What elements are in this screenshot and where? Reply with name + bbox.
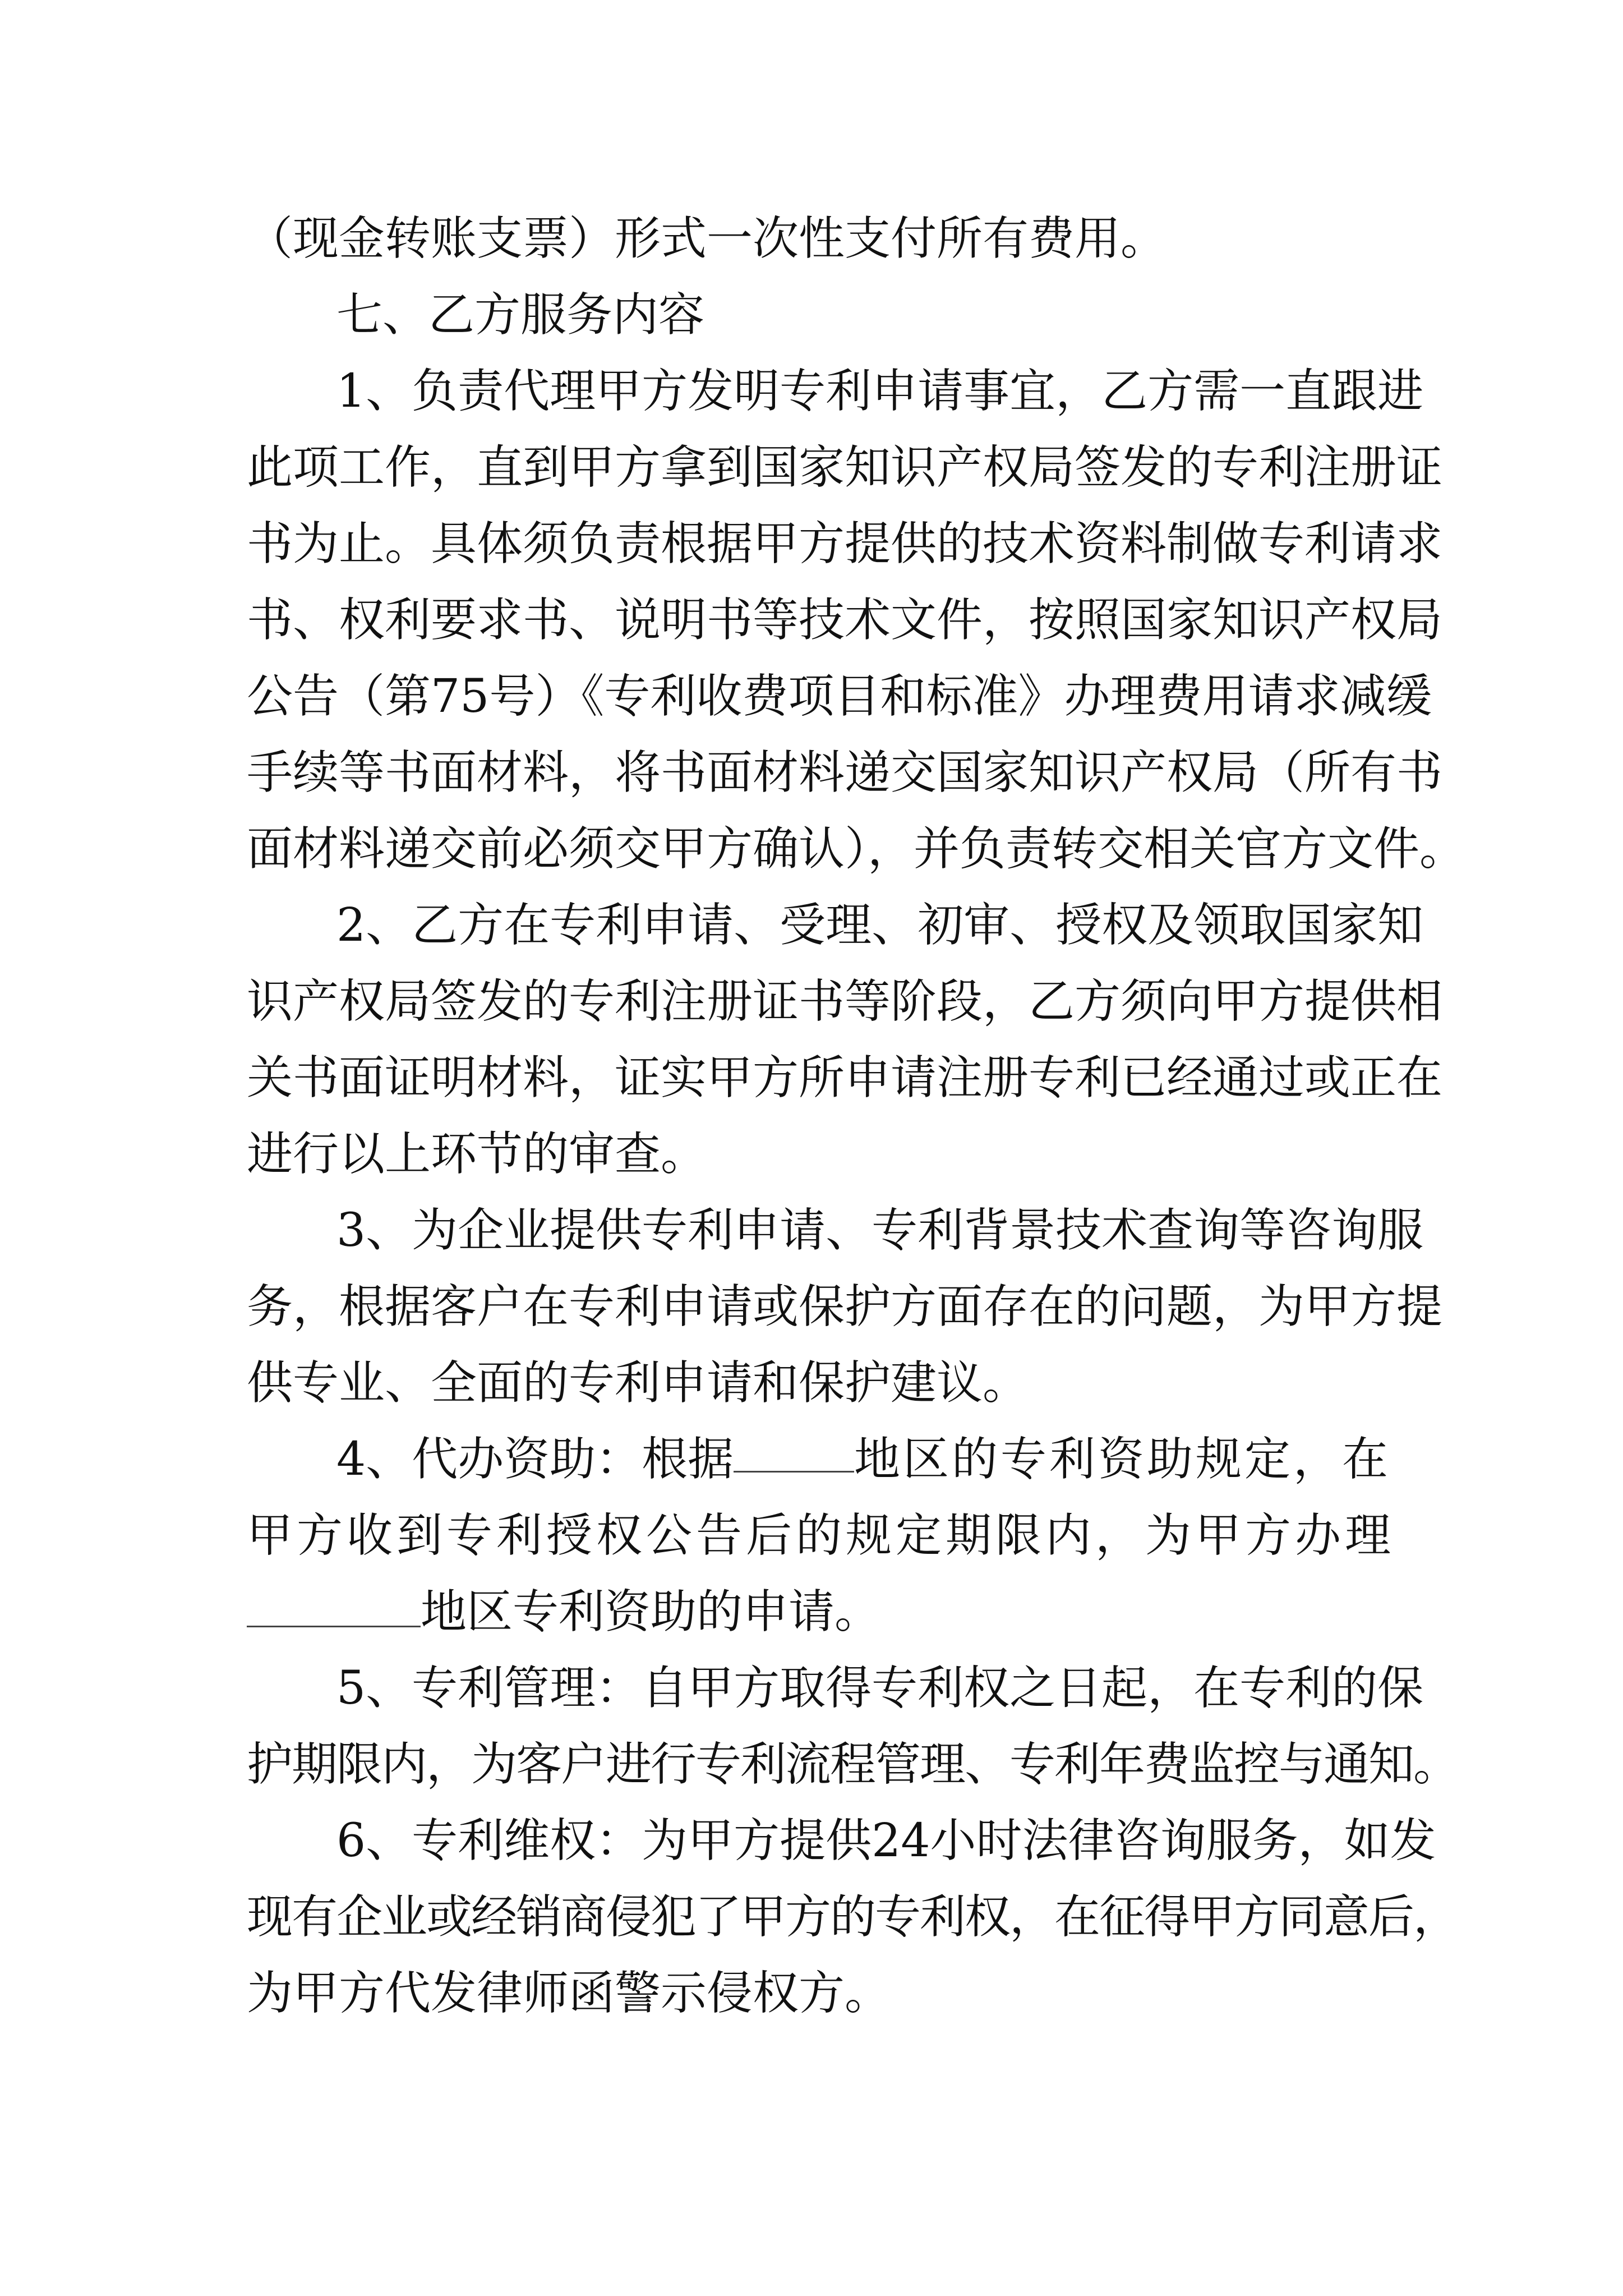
paragraph-line: 务，根据客户在专利申请或保护方面存在的问题，为甲方提 [247,1280,1443,1333]
paragraph-line: 2、乙方在专利申请、受理、初审、授权及领取国家知 [336,899,1424,952]
paragraph-line-with-blank [247,1584,1391,1640]
paragraph-line: 3、为企业提供专利申请、专利背景技术查询等咨询服 [336,1204,1424,1257]
paragraph-line: 6、专利维权：为甲方提供24小时法律咨询服务，如发 [336,1814,1436,1867]
paragraph-line: 护期限内，为客户进行专利流程管理、专利年费监控与通知。 [247,1738,1459,1791]
paragraph-line: 5、专利管理：自甲方取得专利权之日起，在专利的保 [336,1662,1424,1715]
text-segment: 4、代办资助：根据 [336,1433,734,1486]
text-segment: 地区的专利资助规定，在 [854,1433,1391,1486]
text-segment: 地区专利资助的申请。 [421,1585,881,1639]
paragraph-line: 甲方收到专利授权公告后的规定期限内，为甲方办理 [247,1509,1391,1562]
paragraph-line: 关书面证明材料，证实甲方所申请注册专利已经通过或正在 [247,1051,1443,1105]
paragraph-line: 1、负责代理甲方发明专利申请事宜，乙方需一直跟进 [336,365,1424,418]
paragraph-line: 书、权利要求书、说明书等技术文件，按照国家知识产权局 [247,593,1443,647]
paragraph-line: 为甲方代发律师函警示侵权方。 [247,1967,891,2020]
paragraph-line-with-blank [336,1432,1391,1488]
paragraph-line: 此项工作，直到甲方拿到国家知识产权局签发的专利注册证 [247,441,1443,494]
paragraph-line: 进行以上环节的审查。 [247,1128,707,1181]
fill-in-blank [247,1586,421,1627]
paragraph-line: 公告（第75号）《专利收费项目和标准》办理费用请求减缓 [247,670,1432,723]
paragraph-line: 现有企业或经销商侵犯了甲方的专利权，在征得甲方同意后， [247,1890,1459,1944]
fill-in-blank [734,1432,854,1473]
paragraph-line: 供专业、全面的专利申请和保护建议。 [247,1356,1029,1410]
paragraph-line: 面材料递交前必须交甲方确认），并负责转交相关官方文件。 [247,822,1466,876]
section-heading: 七、乙方服务内容 [336,288,705,342]
paragraph-line: 识产权局签发的专利注册证书等阶段，乙方须向甲方提供相 [247,975,1443,1028]
paragraph-line: （现金转账支票）形式一次性支付所有费用。 [247,212,1167,265]
paragraph-line: 书为止。具体须负责根据甲方提供的技术资料制做专利请求 [247,517,1443,570]
paragraph-line: 手续等书面材料，将书面材料递交国家知识产权局（所有书 [247,746,1443,799]
